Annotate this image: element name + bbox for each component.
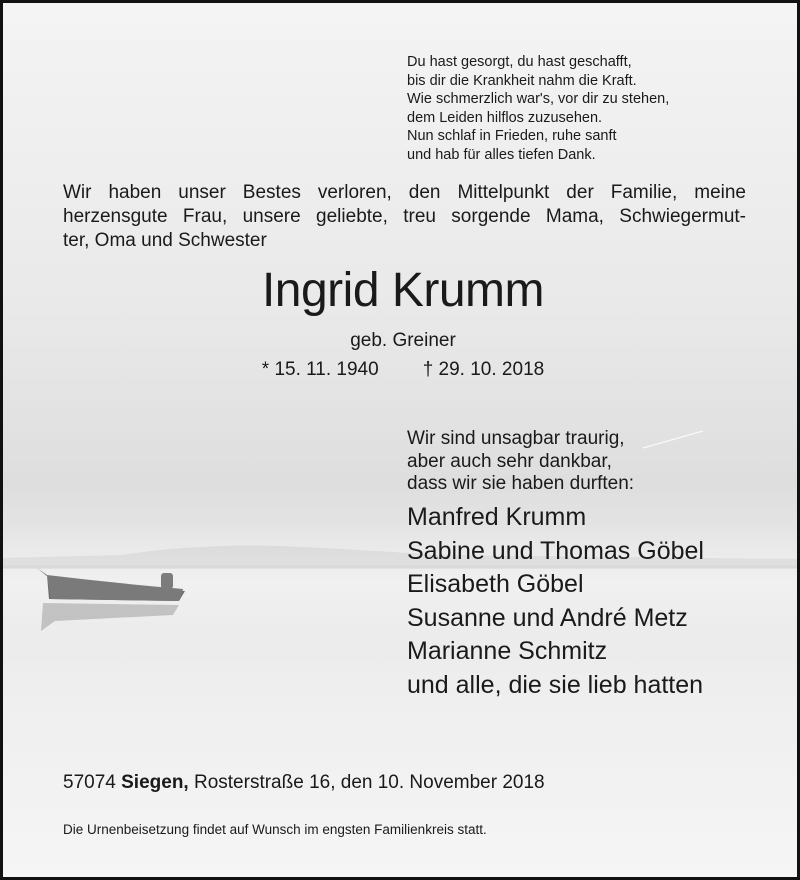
poem-line: Wie schmerzlich war's, vor dir zu stehen, [407, 91, 670, 107]
gratitude-line: dass wir sie haben durften: [407, 473, 635, 494]
intro-line: ter, Oma und Schwester [63, 230, 267, 251]
intro-line: Wir haben unser Bestes verloren, den Mittelpunkt der Familie, meine [63, 182, 746, 203]
poem-line: dem Leiden hilflos zuzusehen. [407, 109, 603, 126]
mourner-entry: und alle, die sie lieb hatten [407, 670, 704, 699]
death-date: † 29. 10. 2018 [422, 359, 545, 380]
poem-line: bis dir die Krankheit nahm die Kraft. [407, 72, 637, 89]
place-and-date [63, 771, 763, 795]
city: Siegen, [121, 772, 189, 793]
mourner-entry: Sabine und Thomas Göbel [407, 536, 704, 565]
birth-date: * 15. 11. 1940 [261, 359, 379, 380]
life-dates [3, 358, 800, 382]
mourner-entry: Elisabeth Göbel [407, 570, 584, 598]
address-date: Rosterstraße 16, den 10. November 2018 [193, 772, 545, 793]
mourner-entry: Manfred Krumm [407, 503, 587, 531]
postcode: 57074 [63, 772, 116, 793]
poem-line: Du hast gesorgt, du hast geschafft, [407, 54, 632, 70]
mourner-entry: Susanne und André Metz [407, 603, 688, 632]
poem [407, 53, 767, 164]
burial-note: Die Urnenbeisetzung findet auf Wunsch im engsten Familienkreis statt. [63, 822, 487, 837]
deceased-name: Ingrid Krumm [261, 264, 545, 317]
poem-line: und hab für alles tiefen Dank. [407, 146, 596, 163]
poem-line: Nun schlaf in Frieden, ruhe sanft [407, 128, 617, 144]
maiden-name: geb. Greiner [350, 330, 456, 351]
mourners-list [407, 501, 787, 702]
gratitude-text [407, 428, 767, 496]
intro-line: herzensgute Frau, unsere geliebte, treu sorgende Mama, Schwiegermut- [63, 206, 746, 227]
gratitude-line: aber auch sehr dankbar, [407, 450, 612, 472]
intro-text [63, 181, 746, 253]
gratitude-line: Wir sind unsagbar traurig, [407, 428, 625, 449]
mourner-entry: Marianne Schmitz [407, 637, 608, 665]
